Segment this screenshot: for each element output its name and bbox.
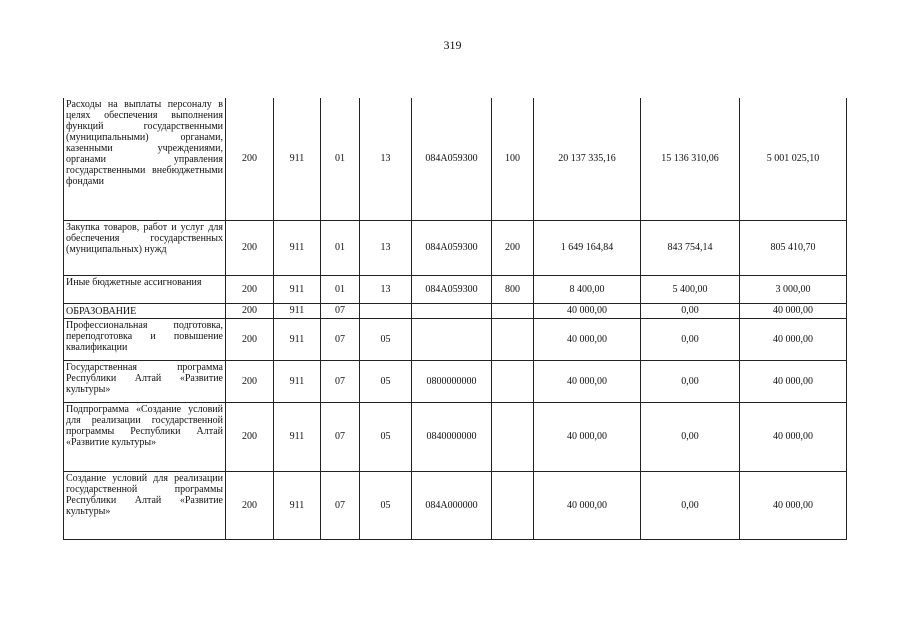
budget-table [63,98,847,540]
rz-cell: 07 [321,402,360,471]
sum2-cell: 0,00 [641,318,740,360]
csr-cell: 0840000000 [412,402,492,471]
pr-cell: 05 [360,402,412,471]
grbs-cell: 200 [226,360,274,402]
vr-cell: 100 [492,98,534,220]
pr-cell: 13 [360,275,412,303]
row-name-cell: Государственная программа Республики Алтай «Развитие культуры» [64,360,226,402]
grbs-cell: 200 [226,318,274,360]
csr-cell: 084A000000 [412,471,492,539]
ved-cell: 911 [274,402,321,471]
grbs-cell: 200 [226,98,274,220]
sum3-cell: 40 000,00 [740,303,847,318]
sum1-cell: 40 000,00 [534,402,641,471]
grbs-cell: 200 [226,220,274,275]
vr-cell [492,318,534,360]
sum3-cell: 805 410,70 [740,220,847,275]
grbs-cell: 200 [226,275,274,303]
table-row [64,303,847,318]
csr-cell [412,318,492,360]
ved-cell: 911 [274,360,321,402]
vr-cell: 800 [492,275,534,303]
ved-cell: 911 [274,318,321,360]
table-row [64,471,847,539]
pr-cell [360,303,412,318]
row-name-cell: Создание условий для реализации государственной программы Республики Алтай «Развитие культуры» [64,471,226,539]
rz-cell: 01 [321,275,360,303]
ved-cell: 911 [274,98,321,220]
grbs-cell: 200 [226,471,274,539]
pr-cell: 13 [360,220,412,275]
pr-cell: 05 [360,471,412,539]
pr-cell: 05 [360,318,412,360]
csr-cell: 084A059300 [412,220,492,275]
sum2-cell: 0,00 [641,360,740,402]
sum3-cell: 5 001 025,10 [740,98,847,220]
row-name-cell: Закупка товаров, работ и услуг для обеспечения государственных (муниципальных) нужд [64,220,226,275]
rz-cell: 07 [321,318,360,360]
vr-cell [492,360,534,402]
ved-cell: 911 [274,275,321,303]
vr-cell: 200 [492,220,534,275]
sum1-cell: 1 649 164,84 [534,220,641,275]
sum2-cell: 0,00 [641,402,740,471]
sum1-cell: 40 000,00 [534,318,641,360]
rz-cell: 07 [321,303,360,318]
table-row [64,98,847,220]
sum2-cell: 5 400,00 [641,275,740,303]
pr-cell: 13 [360,98,412,220]
rz-cell: 01 [321,98,360,220]
table-row [64,220,847,275]
row-name-cell: Подпрограмма «Создание условий для реализации государственной программы Республики Алтай «Развитие культуры» [64,402,226,471]
row-name-cell: ОБРАЗОВАНИЕ [64,303,226,318]
table-row [64,402,847,471]
sum3-cell: 40 000,00 [740,318,847,360]
sum3-cell: 40 000,00 [740,402,847,471]
ved-cell: 911 [274,303,321,318]
sum1-cell: 40 000,00 [534,303,641,318]
table-row [64,360,847,402]
ved-cell: 911 [274,220,321,275]
sum1-cell: 20 137 335,16 [534,98,641,220]
vr-cell [492,303,534,318]
sum3-cell: 3 000,00 [740,275,847,303]
page-number: 319 [443,38,462,52]
csr-cell: 084A059300 [412,275,492,303]
row-name-cell: Расходы на выплаты персоналу в целях обеспечения выполнения функций государственными (муниципальными) органами, казенными учреждениями, органами управления государственными внебюджетными фондами [64,98,226,220]
grbs-cell: 200 [226,402,274,471]
sum1-cell: 40 000,00 [534,471,641,539]
sum1-cell: 40 000,00 [534,360,641,402]
csr-cell: 084A059300 [412,98,492,220]
vr-cell [492,471,534,539]
row-name-cell: Профессиональная подготовка, переподготовка и повышение квалификации [64,318,226,360]
sum2-cell: 0,00 [641,303,740,318]
rz-cell: 07 [321,360,360,402]
csr-cell [412,303,492,318]
sum1-cell: 8 400,00 [534,275,641,303]
row-name-cell: Иные бюджетные ассигнования [64,275,226,303]
table-row [64,318,847,360]
sum3-cell: 40 000,00 [740,360,847,402]
grbs-cell: 200 [226,303,274,318]
csr-cell: 0800000000 [412,360,492,402]
sum2-cell: 0,00 [641,471,740,539]
ved-cell: 911 [274,471,321,539]
table-row [64,275,847,303]
sum2-cell: 843 754,14 [641,220,740,275]
vr-cell [492,402,534,471]
sum2-cell: 15 136 310,06 [641,98,740,220]
rz-cell: 07 [321,471,360,539]
rz-cell: 01 [321,220,360,275]
sum3-cell: 40 000,00 [740,471,847,539]
pr-cell: 05 [360,360,412,402]
